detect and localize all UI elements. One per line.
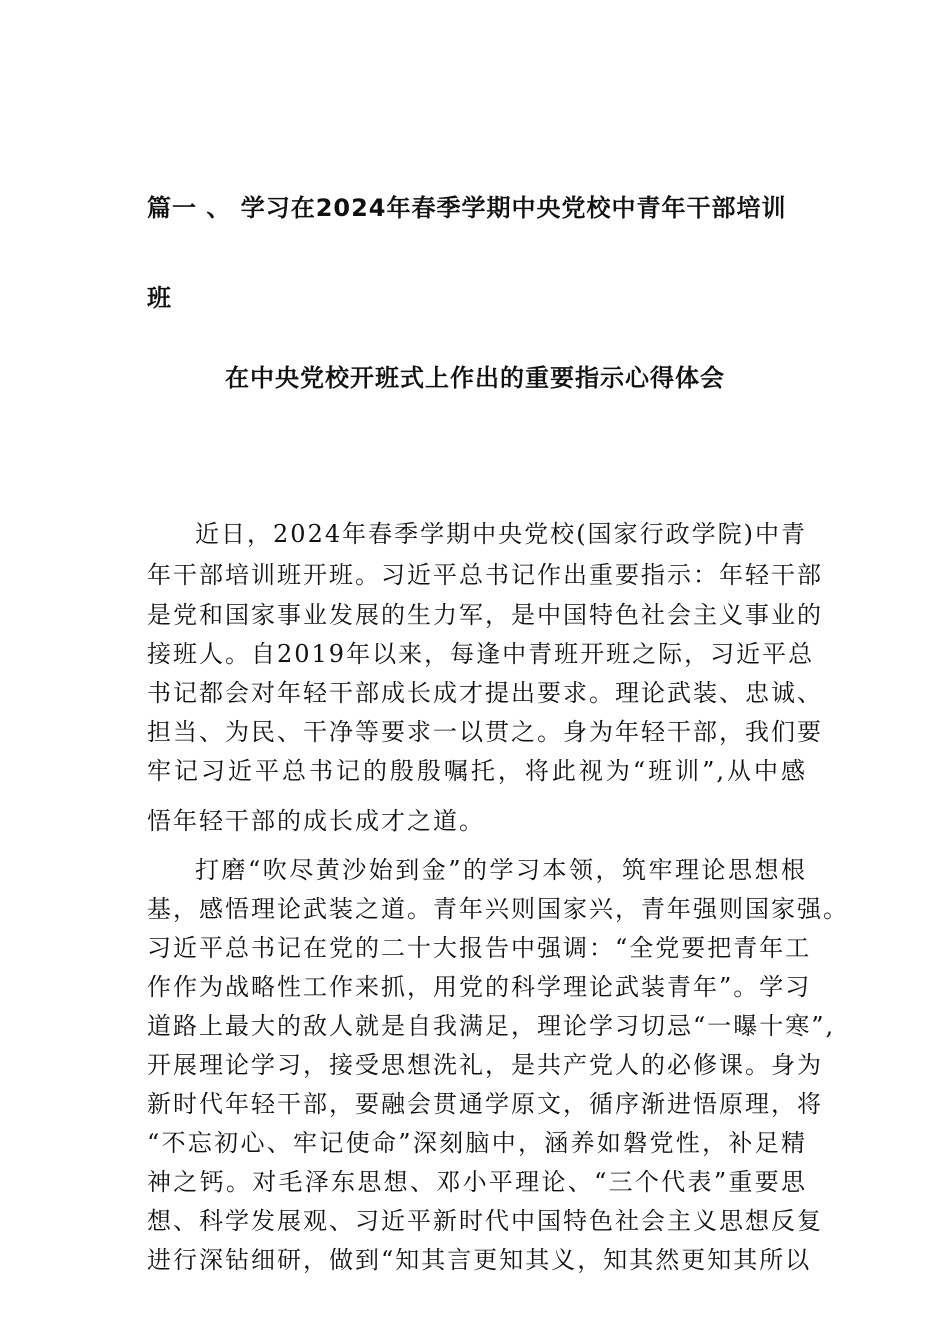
title-line-1: 篇一 、 学习在2024年春季学期中央党校中青年干部培训	[147, 194, 787, 222]
paragraph-line: 开展理论学习，接受思想洗礼，是共产党人的必修课。身为	[147, 1051, 823, 1079]
paragraph-line: 悟年轻干部的成长成才之道。	[147, 807, 485, 835]
paragraph-line: 基，感悟理论武装之道。青年兴则国家兴，青年强则国家强。	[147, 895, 849, 923]
paragraph-line: 接班人。自2019年以来，每逢中青班开班之际，习近平总	[147, 640, 815, 668]
paragraph-line: 道路上最大的敌人就是自我满足，理论学习切忌“一曝十寒”,	[147, 1012, 836, 1040]
paragraph-line: 想、科学发展观、习近平新时代中国特色社会主义思想反复	[147, 1207, 823, 1235]
paragraph-line: 打磨“吹尽黄沙始到金”的学习本领，筑牢理论思想根	[195, 856, 807, 884]
paragraph-line: 作作为战略性工作来抓，用党的科学理论武装青年”。学习	[147, 973, 812, 1001]
paragraph-line: 是党和国家事业发展的生力军，是中国特色社会主义事业的	[147, 601, 823, 629]
paragraph-line: 习近平总书记在党的二十大报告中强调：“全党要把青年工	[147, 934, 812, 962]
paragraph-line: 牢记习近平总书记的殷殷嘱托，将此视为“班训”,从中感	[147, 757, 807, 785]
title-line-2: 班	[147, 284, 172, 312]
paragraph-line: 担当、为民、干净等要求一以贯之。身为年轻干部，我们要	[147, 718, 823, 746]
paragraph-line: 进行深钻细研，做到“知其言更知其义，知其然更知其所以	[147, 1246, 812, 1274]
paragraph-line: 近日，2024年春季学期中央党校(国家行政学院)中青	[195, 520, 807, 548]
paragraph-line: “不忘初心、牢记使命”深刻脑中，涵养如磐党性，补足精	[147, 1129, 807, 1157]
paragraph-line: 新时代年轻干部，要融会贯通学原文，循序渐进悟原理，将	[147, 1090, 823, 1118]
paragraph-line: 年干部培训班开班。习近平总书记作出重要指示：年轻干部	[147, 561, 823, 589]
paragraph-line: 神之钙。对毛泽东思想、邓小平理论、“三个代表”重要思	[147, 1168, 807, 1196]
paragraph-line: 书记都会对年轻干部成长成才提出要求。理论武装、忠诚、	[147, 679, 823, 707]
subtitle: 在中央党校开班式上作出的重要指示心得体会	[225, 364, 725, 392]
